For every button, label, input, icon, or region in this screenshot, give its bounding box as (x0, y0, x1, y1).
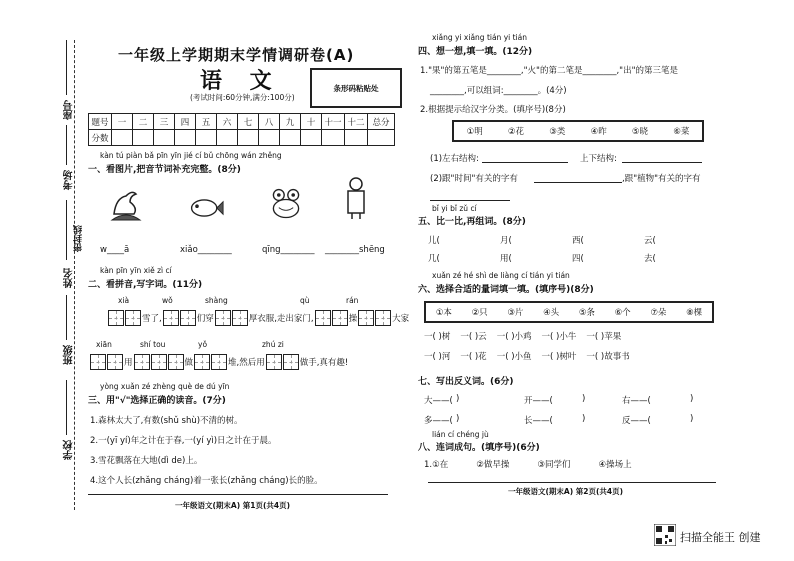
score-cell[interactable] (154, 130, 175, 146)
q4-line-1[interactable]: 1."果"的第五笔是________,"火"的第二笔是________,"出"的第三笔是 (420, 66, 678, 76)
score-table-header-row (89, 114, 395, 130)
score-cell[interactable] (133, 130, 154, 146)
q4-option: ④昨 (590, 127, 607, 137)
q6-item[interactable]: 一( )小鱼 (496, 352, 532, 362)
score-cell[interactable] (238, 130, 259, 146)
q2-row1-pinyin-2: wǒ (162, 296, 173, 305)
writing-box[interactable] (134, 354, 150, 370)
binding-room-label: 考场 (64, 170, 75, 190)
writing-box[interactable] (125, 310, 141, 326)
q7-row2-3-close: ) (690, 414, 694, 424)
binding-school-rule (66, 380, 67, 435)
score-cell[interactable] (175, 130, 196, 146)
q5-pair-3-top[interactable]: 西( (572, 236, 584, 246)
q4-line-3: 2.根据提示给汉字分类。(填序号)(8分) (420, 105, 566, 115)
q7-row2-2[interactable]: 长——( (524, 416, 553, 426)
score-col: 三 (154, 114, 175, 130)
q6-option: ⑦朵 (650, 308, 667, 318)
score-cell[interactable] (112, 130, 133, 146)
q6-item[interactable]: 一( )云 (460, 332, 487, 342)
q8-item: 1.①在 (424, 460, 449, 470)
writing-box[interactable] (180, 310, 196, 326)
binding-school-label: 学校 (64, 440, 75, 460)
q8-items (424, 458, 632, 470)
q4-option: ②花 (507, 127, 525, 137)
q6-item[interactable]: 一( )树叶 (541, 352, 577, 362)
score-col: 七 (238, 114, 259, 130)
q4-sub1-b: 上下结构: (580, 154, 617, 164)
q4-title: 四、想一想,填一填。(12分) (418, 47, 533, 57)
q2-row2-word-4: 做手,真有趣! (299, 358, 349, 368)
q6-item[interactable]: 一( )小牛 (541, 332, 577, 342)
q2-row2-pinyin-3: yǒ (198, 340, 208, 349)
writing-box[interactable] (315, 310, 331, 326)
score-cell[interactable] (322, 130, 345, 146)
q1-fill-1[interactable]: w____ā (100, 245, 130, 255)
q1-fill-2[interactable]: xiǎo________ (180, 245, 232, 255)
q3-item-4[interactable]: 4.这个人长(zhǎng cháng)着一张长(zhǎng cháng)长的脸。 (90, 476, 323, 486)
q1-image-bird (108, 186, 144, 222)
binding-class-label: 班级 (64, 345, 75, 365)
writing-box[interactable] (215, 310, 231, 326)
writing-box[interactable] (375, 310, 391, 326)
q2-row2-word-3: 堆,然后用 (228, 358, 265, 368)
writing-box[interactable] (266, 354, 282, 370)
binding-class-rule (66, 295, 67, 340)
left-footer: 一年级语文(期末A) 第1页(共4页) (175, 501, 291, 510)
q2-row1-pinyin-3: shàng (205, 296, 228, 305)
writing-box[interactable] (232, 310, 248, 326)
q4-sub2-a: (2)跟"时间"有关的字有 (430, 174, 518, 184)
q1-image-frog (268, 186, 304, 222)
q4-option: ⑥菜 (673, 127, 690, 137)
score-cell[interactable] (345, 130, 368, 146)
q2-row2-pinyin-4: zhú zi (262, 340, 284, 349)
q7-row2-2-close: ) (582, 414, 586, 424)
page-title: 一年级上学期期末学情调研卷(A) (118, 46, 355, 64)
q1-fill-3[interactable]: qīng________ (262, 245, 315, 255)
q8-item: ③同学们 (537, 460, 571, 470)
q5-pair-1-bottom[interactable]: 几( (428, 254, 440, 264)
q2-row1-word-5: 大家 (392, 314, 410, 324)
q5-pair-4-top[interactable]: 云( (644, 236, 656, 246)
q4-pinyin: xiǎng yi xiǎng tián yi tián (432, 33, 527, 42)
q6-option: ⑥个 (614, 308, 631, 318)
q7-row1-2[interactable]: 开——( (524, 396, 553, 406)
score-table-row-label: 题号 (89, 114, 112, 130)
q2-row2-pinyin-2: shí tou (140, 340, 166, 349)
score-cell[interactable] (368, 130, 395, 146)
q6-pinyin: xuǎn zé hé shì de liàng cí tián yi tián (432, 271, 570, 280)
q6-options-box (424, 301, 714, 323)
q7-row1-3-close: ) (690, 394, 694, 404)
writing-box[interactable] (168, 354, 184, 370)
score-cell[interactable] (301, 130, 322, 146)
writing-box[interactable] (358, 310, 374, 326)
q5-pinyin: bǐ yi bǐ zǔ cí (432, 204, 477, 213)
q7-title: 七、写出反义词。(6分) (418, 377, 514, 387)
binding-room-rule (66, 125, 67, 165)
writing-box[interactable] (151, 354, 167, 370)
q4-option: ⑤晓 (631, 127, 649, 137)
q6-item[interactable]: 一( )花 (460, 352, 487, 362)
q7-row1-2-close: ) (582, 394, 586, 404)
score-col: 十 (301, 114, 322, 130)
score-cell[interactable] (217, 130, 238, 146)
q4-sub1-b-blank[interactable] (622, 162, 702, 163)
writing-box[interactable] (332, 310, 348, 326)
score-cell[interactable] (259, 130, 280, 146)
q4-option: ①明 (466, 127, 483, 137)
score-col: 十一 (322, 114, 345, 130)
q6-option: ②只 (471, 308, 488, 318)
q2-row1-word-1: 雪了, (142, 314, 162, 324)
q2-row2 (90, 354, 348, 370)
q6-item[interactable]: 一( )河 (424, 352, 451, 362)
doctor-icon (341, 176, 371, 220)
score-table-value-row (89, 130, 395, 146)
q7-row2-1[interactable]: 多——( (424, 416, 453, 426)
exam-info: (考试时间:60分钟,满分:100分) (190, 93, 295, 102)
fish-icon (188, 193, 224, 223)
q2-row2-word-1: 用 (124, 358, 133, 368)
q3-item-1[interactable]: 1.森林太大了,有数(shǔ shù)不清的树。 (90, 416, 243, 426)
q6-option: ①本 (435, 308, 452, 318)
q4-sub1-a: (1)左右结构: (430, 154, 479, 164)
writing-box[interactable] (107, 354, 123, 370)
score-cell[interactable] (280, 130, 301, 146)
q6-option: ⑤条 (578, 308, 595, 318)
q8-item: ④操场上 (598, 460, 632, 470)
q4-line-2[interactable]: ________,可以组词:________。(4分) (430, 86, 567, 96)
q6-option: ③片 (507, 308, 524, 318)
q8-item: ②做早操 (476, 460, 510, 470)
q2-row1-word-4: 操 (348, 314, 358, 324)
score-col-total: 总分 (368, 114, 395, 130)
q4-options-box (452, 120, 704, 142)
q6-item[interactable]: 一( )树 (424, 332, 451, 342)
q4-sub2-b-blank[interactable] (430, 200, 510, 201)
q4-sub2-b: ,跟"植物"有关的字有 (622, 174, 701, 184)
binding-name-label: 姓名 (64, 268, 75, 288)
score-col: 四 (175, 114, 196, 130)
q1-title: 一、看图片,把音节词补充完整。(8分) (88, 165, 241, 175)
score-col: 十二 (345, 114, 368, 130)
q2-row1-word-2: 们穿 (196, 314, 214, 324)
writing-box[interactable] (108, 310, 124, 326)
barcode-label: 条形码粘贴处 (333, 83, 379, 93)
binding-seat-label: 座号 (64, 100, 75, 120)
q2-row2-pinyin-1: xiān (96, 340, 112, 349)
barcode-box (310, 68, 402, 108)
q3-item-3[interactable]: 3.雪花飘落在大地(dì de)上。 (90, 456, 203, 466)
q2-row1 (108, 310, 409, 326)
q4-option: ③类 (549, 127, 566, 137)
q7-row1-3[interactable]: 右——( (622, 396, 651, 406)
q5-title: 五、比一比,再组词。(8分) (418, 217, 526, 227)
q6-row-1 (424, 330, 621, 342)
q7-row1-1[interactable]: 大——( (424, 396, 453, 406)
q7-row1-1-close: ) (456, 394, 460, 404)
writing-box[interactable] (194, 354, 210, 370)
binding-name-rule (66, 200, 67, 260)
q2-row1-word-3: 厚衣服,走出家门, (248, 314, 314, 324)
q8-pinyin: lián cí chéng jù (432, 430, 489, 439)
qr-code-icon (654, 524, 676, 546)
frog-icon (268, 184, 304, 224)
q1-image-doctor (338, 180, 374, 216)
q3-item-2[interactable]: 2.一(yī yí)年之计在于春,一(yí yì)日之计在于晨。 (90, 436, 277, 446)
q8-title: 八、连词成句。(填序号)(6分) (418, 443, 540, 453)
watermark-text: 扫描全能王 创建 (680, 531, 761, 544)
q3-title: 三、用"√"选择正确的读音。(7分) (88, 396, 226, 406)
q2-pinyin: kàn pīn yīn xiě zì cí (100, 266, 172, 275)
q6-item[interactable]: 一( )故事书 (586, 352, 630, 362)
score-col: 九 (280, 114, 301, 130)
q2-title: 二、看拼音,写字词。(11分) (88, 280, 203, 290)
binding-notice: 密封线 (74, 225, 84, 252)
q2-row1-pinyin-5: rán (346, 296, 359, 305)
score-col: 二 (133, 114, 154, 130)
score-col: 八 (259, 114, 280, 130)
score-table (88, 113, 395, 146)
q7-row2-1-close: ) (456, 414, 460, 424)
score-cell[interactable] (196, 130, 217, 146)
q7-row2-3[interactable]: 反——( (622, 416, 651, 426)
q6-item[interactable]: 一( )苹果 (586, 332, 622, 342)
score-col: 六 (217, 114, 238, 130)
writing-box[interactable] (163, 310, 179, 326)
binding-seat-rule (66, 40, 67, 95)
score-table-row-label: 分数 (89, 130, 112, 146)
q2-row1-pinyin-1: xià (118, 296, 130, 305)
q1-pinyin: kàn tú piàn bǎ pīn yīn jié cí bǔ chōng wán zhěng (100, 151, 282, 160)
subject-title: 语 文 (200, 69, 282, 94)
q6-row-2 (424, 350, 630, 362)
q6-option: ④头 (543, 308, 560, 318)
q4-sub1-a-blank[interactable] (482, 162, 568, 163)
q5-pair-3-bottom[interactable]: 四( (572, 254, 584, 264)
q2-row1-pinyin-4: qù (300, 296, 310, 305)
writing-box[interactable] (283, 354, 299, 370)
score-col: 五 (196, 114, 217, 130)
q2-row2-word-2: 做 (184, 358, 194, 368)
bird-icon (108, 184, 144, 224)
q6-title: 六、选择合适的量词填一填。(填序号)(8分) (418, 285, 594, 295)
writing-box[interactable] (90, 354, 106, 370)
q8-answer-line[interactable] (428, 482, 716, 483)
q6-item[interactable]: 一( )小鸡 (496, 332, 532, 342)
q3-pinyin: yòng xuǎn zé zhèng què de dú yīn (100, 382, 230, 391)
q6-option: ⑧棵 (686, 308, 703, 318)
left-footer-rule (88, 494, 388, 495)
writing-box[interactable] (211, 354, 227, 370)
q5-pair-2-bottom[interactable]: 用( (500, 254, 512, 264)
q5-pair-4-bottom[interactable]: 去( (644, 254, 656, 264)
q1-fill-4[interactable]: ________shēng (325, 245, 385, 255)
q5-pair-2-top[interactable]: 月( (500, 236, 512, 246)
q4-sub2-a-blank[interactable] (534, 182, 622, 183)
right-footer: 一年级语文(期末A) 第2页(共4页) (508, 487, 624, 496)
q5-pair-1-top[interactable]: 儿( (428, 236, 440, 246)
q1-image-fish (188, 190, 224, 226)
score-col: 一 (112, 114, 133, 130)
